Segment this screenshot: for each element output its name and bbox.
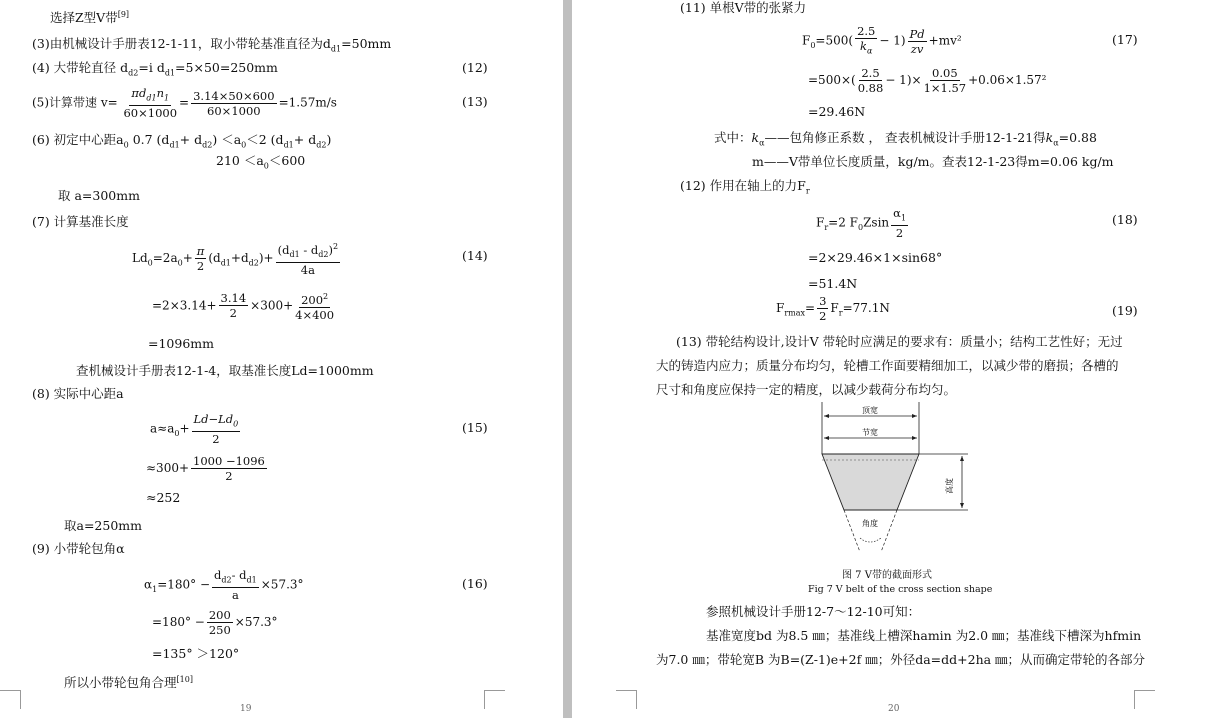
line-small-pulley: (3)由机械设计手册表12-1-11，取小带轮基准直径为$d_{d1}=50mm$	[32, 36, 392, 54]
crop-mark	[0, 690, 21, 709]
fig-angle-line	[844, 510, 860, 552]
line-fr-sub: =2×29.46×1×sin68°	[808, 250, 943, 265]
left-page	[0, 0, 563, 718]
line-actual-center: (8) 实际中心距a	[32, 386, 124, 401]
line-initial-center: (6) 初定中心距$a_0$ 0.7 $(d_{d1}+ d_{d2}) <a_0<2$ $(d_{d1}+ d_{d2})$	[32, 132, 332, 150]
line-groove-2: 为7.0 ㎜；带轮宽B 为B=(Z-1)e+2f ㎜；外径da=dd+2ha ㎜；从而确定带轮的各部分	[656, 652, 1146, 667]
para-design-1: (13) 带轮结构设计,设计V 带轮时应满足的要求有：质量小；结构工艺性好；无过	[676, 334, 1123, 349]
eq-number-12: (12)	[462, 60, 488, 75]
line-alpha-result: =135° ＞120°	[152, 646, 240, 661]
line-refer-handbook: 参照机械设计手册12-7～12-10可知：	[706, 604, 921, 619]
fig-angle-arc	[860, 538, 881, 542]
eq-frmax: $F_{rmax}=$ $\frac{3}{2}$ $F_r=77.1N$	[776, 294, 890, 323]
line-large-pulley: (4) 大带轮直径 $d_{d2}=i$ $d_{d1}=5\times 50=250mm$	[32, 60, 278, 78]
v-belt-section-figure	[802, 402, 980, 562]
crop-mark	[616, 690, 637, 709]
eq-fr: $F_r=2$ $F_0Zsin$ $\frac{\alpha_1}{2}$	[816, 206, 907, 241]
page-number: 20	[888, 704, 900, 714]
line-a-result: ≈252	[146, 490, 181, 505]
fig-label-top: 顶宽	[862, 406, 878, 415]
eq-number-16: (16)	[462, 576, 488, 591]
right-page	[572, 0, 1219, 718]
heading-axle-force: (12) 作用在轴上的力$F_r$	[680, 178, 810, 196]
crop-mark	[1134, 690, 1155, 709]
para-design-2: 大的铸造内应力；质量分布均匀，轮槽工作面要精细加工，以减少带的磨损；各槽的	[656, 358, 1119, 373]
eq-number-19: (19)	[1112, 303, 1138, 318]
eq-f0: $F_0=500$( $\frac{2.5}{k_\alpha}$ − 1) $\frac{Pd}{zv}$ +mv²	[802, 24, 962, 56]
eq-ld-sub: =2×3.14+ $\frac{3.14}{2}$ ×300+ $\frac{200^2}{4\times 400}$	[152, 291, 335, 322]
eq-number-17: (17)	[1112, 32, 1138, 47]
fig-arrow	[960, 503, 964, 508]
eq-alpha: $\alpha_1=180^\circ$ − $\frac{d_{d2}- d_{d1}}{a}$ ×57.3°	[144, 568, 304, 603]
line-ld-result: =1096mm	[148, 336, 214, 351]
line-where-m: m——V带单位长度质量，kg/m。查表12-1-23得m=0.06 kg/m	[752, 154, 1114, 169]
eq-belt-speed: (5)计算带速 v= $\frac{\pi d_{d1}n_1}{60\times 1000}$ = $\frac{3.14\times 50\times 600}{60\times 1000}$ =1.57m/s	[32, 86, 337, 121]
heading-tension: (11) 单根V带的张紧力	[680, 0, 807, 15]
fig-label-height: 高度	[945, 478, 954, 494]
line-lookup-ld: 查机械设计手册表12-1-4，取基准长度Ld=1000mm	[76, 363, 374, 378]
eq-number-14: (14)	[462, 248, 488, 263]
fig-label-angle: 角度	[862, 519, 878, 528]
line-select-belt: 选择Z型V带[9]	[50, 10, 130, 26]
fig-label-pitch: 节宽	[862, 428, 878, 437]
para-design-3: 尺寸和角度应保持一定的精度，以减少载荷分布均匀。	[656, 382, 957, 397]
fig-angle-line	[881, 510, 897, 552]
line-take-a2: 取a=250mm	[64, 518, 142, 533]
line-base-length: (7) 计算基准长度	[32, 214, 129, 229]
belt-trapezoid	[822, 454, 919, 510]
eq-number-15: (15)	[462, 420, 488, 435]
page-number: 19	[240, 704, 252, 714]
eq-number-18: (18)	[1112, 212, 1138, 227]
eq-f0-sub: =500×( $\frac{2.5}{0.88}$ − 1)× $\frac{0.05}{1\times 1.57}$ +0.06×1.57²	[808, 66, 1047, 95]
line-f0-result: =29.46N	[808, 104, 866, 119]
eq-a-sub: ≈300+ $\frac{1000 -1096}{2}$	[146, 454, 265, 483]
eq-number-13: (13)	[462, 94, 488, 109]
figure-caption-en: Fig 7 V belt of the cross section shape	[808, 584, 993, 595]
line-groove-1: 基准宽度bd 为8.5 ㎜；基准线上槽深hamin 为2.0 ㎜；基准线下槽深为hfmin	[706, 628, 1142, 643]
line-range: $210 <a_0<600$	[216, 153, 306, 171]
line-where-k: 式中：$k_\alpha——$包角修正系数 ， 查表机械设计手册12-1-21得$k_\alpha=0.88$	[714, 130, 1097, 148]
eq-a: $a\approx a_0+$ $\frac{Ld-Ld_0}{2}$	[150, 412, 239, 447]
eq-ld: $Ld_0=2a_0+$ $\frac{\pi}{2}$ $(d_{d1}+d_{d2})+$ $\frac{(d_{d1} - d_{d2})^2}{4a}$	[132, 242, 339, 278]
figure-caption-cn: 图 7 V带的截面形式	[842, 570, 932, 581]
line-wrap-angle: (9) 小带轮包角α	[32, 541, 125, 556]
eq-alpha-sub: =180° − $\frac{200}{250}$ ×57.3°	[152, 608, 278, 637]
line-fr-result: =51.4N	[808, 276, 858, 291]
fig-arrow	[960, 456, 964, 461]
line-alpha-ok: 所以小带轮包角合理[10]	[64, 675, 193, 691]
line-take-a: 取 a=300mm	[58, 188, 140, 203]
crop-mark	[484, 690, 505, 709]
